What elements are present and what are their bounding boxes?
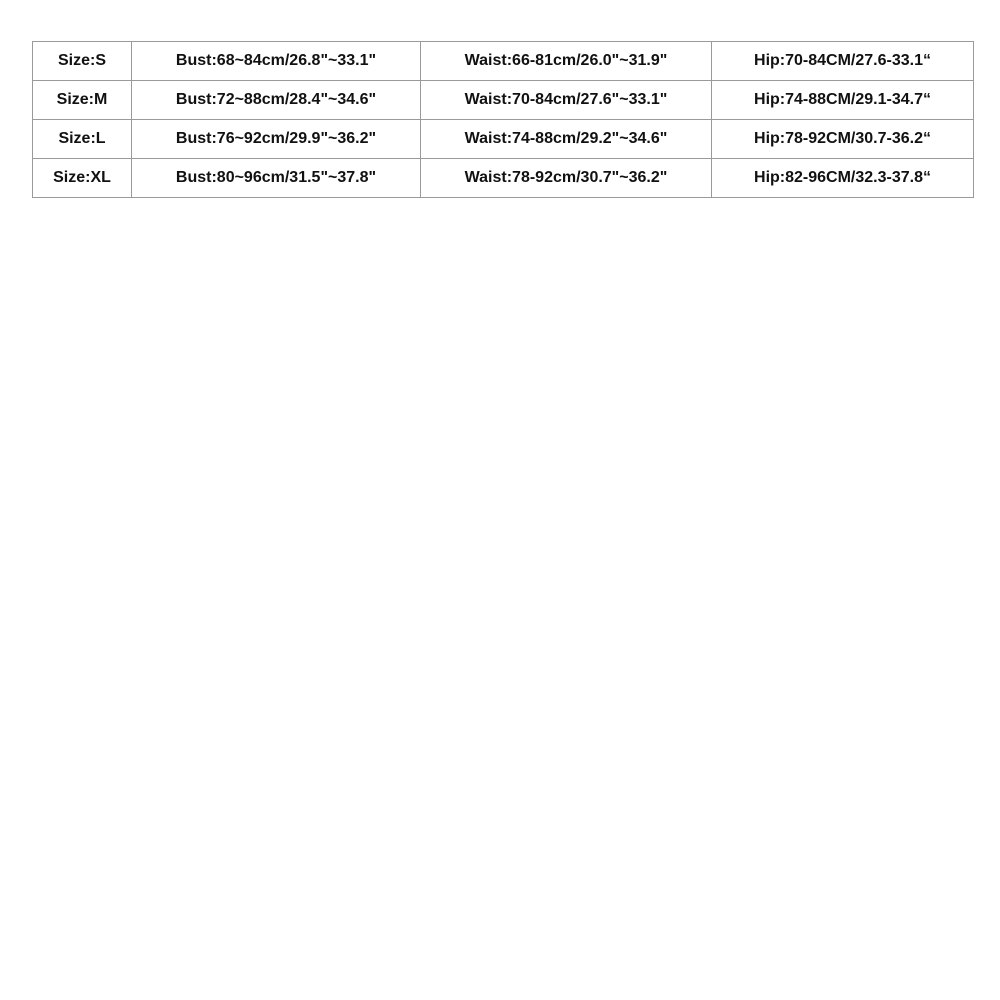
waist-cell: Waist:66-81cm/26.0"~31.9" xyxy=(421,42,712,81)
size-chart-body xyxy=(33,42,974,198)
hip-cell: Hip:74-88CM/29.1-34.7“ xyxy=(712,81,974,120)
hip-cell: Hip:78-92CM/30.7-36.2“ xyxy=(712,120,974,159)
hip-cell: Hip:70-84CM/27.6-33.1“ xyxy=(712,42,974,81)
bust-cell: Bust:76~92cm/29.9"~36.2" xyxy=(132,120,421,159)
waist-cell: Waist:74-88cm/29.2"~34.6" xyxy=(421,120,712,159)
size-cell: Size:M xyxy=(33,81,132,120)
table-row xyxy=(33,159,974,198)
bust-cell: Bust:80~96cm/31.5"~37.8" xyxy=(132,159,421,198)
table-row xyxy=(33,42,974,81)
table-row xyxy=(33,81,974,120)
hip-cell: Hip:82-96CM/32.3-37.8“ xyxy=(712,159,974,198)
waist-cell: Waist:70-84cm/27.6"~33.1" xyxy=(421,81,712,120)
bust-cell: Bust:68~84cm/26.8"~33.1" xyxy=(132,42,421,81)
size-cell: Size:L xyxy=(33,120,132,159)
size-chart-table xyxy=(32,41,974,198)
bust-cell: Bust:72~88cm/28.4"~34.6" xyxy=(132,81,421,120)
table-row xyxy=(33,120,974,159)
size-cell: Size:XL xyxy=(33,159,132,198)
waist-cell: Waist:78-92cm/30.7"~36.2" xyxy=(421,159,712,198)
size-cell: Size:S xyxy=(33,42,132,81)
